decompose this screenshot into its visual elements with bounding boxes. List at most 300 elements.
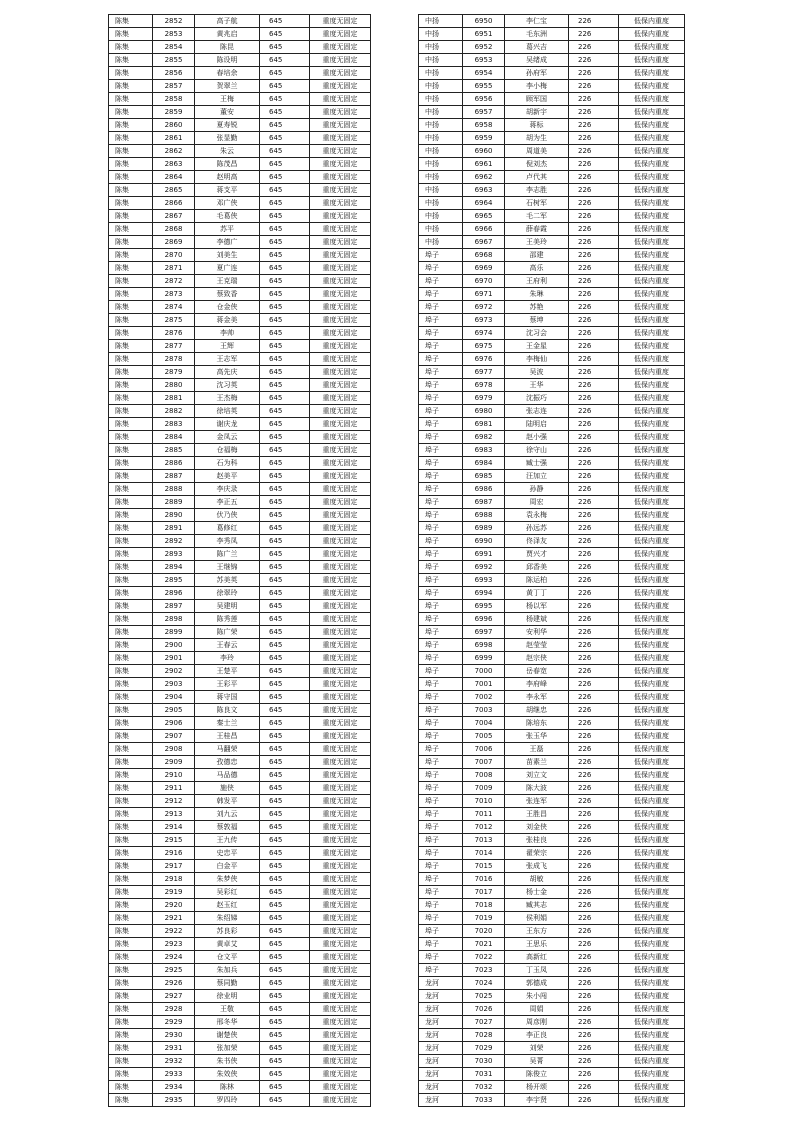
name-cell: 王东方 <box>505 925 569 938</box>
category-cell: 低保内重度 <box>619 561 685 574</box>
category-cell: 低保内重度 <box>619 860 685 873</box>
table-row <box>109 41 371 54</box>
name-cell: 李德广 <box>195 236 260 249</box>
serial-number-cell: 6993 <box>463 574 505 587</box>
serial-number-cell: 7024 <box>463 977 505 990</box>
name-cell: 陈运柏 <box>505 574 569 587</box>
serial-number-cell: 6969 <box>463 262 505 275</box>
serial-number-cell: 2919 <box>153 886 195 899</box>
town-cell: 陈集 <box>109 561 153 574</box>
category-cell: 重度无固定 <box>310 977 371 990</box>
table-row <box>419 847 685 860</box>
amount-cell: 645 <box>260 639 310 652</box>
amount-cell: 645 <box>260 795 310 808</box>
category-cell: 低保内重度 <box>619 41 685 54</box>
serial-number-cell: 2927 <box>153 990 195 1003</box>
name-cell: 刘美生 <box>195 249 260 262</box>
category-cell: 低保内重度 <box>619 639 685 652</box>
name-cell: 黄丁丁 <box>505 587 569 600</box>
amount-cell: 645 <box>260 457 310 470</box>
left-roster-body <box>109 15 371 1107</box>
name-cell: 臧其志 <box>505 899 569 912</box>
name-cell: 陈设明 <box>195 54 260 67</box>
serial-number-cell: 6968 <box>463 249 505 262</box>
name-cell: 吴菁 <box>505 1055 569 1068</box>
name-cell: 侯利娟 <box>505 912 569 925</box>
serial-number-cell: 7021 <box>463 938 505 951</box>
category-cell: 重度无固定 <box>310 1029 371 1042</box>
category-cell: 低保内重度 <box>619 184 685 197</box>
category-cell: 重度无固定 <box>310 769 371 782</box>
category-cell: 低保内重度 <box>619 145 685 158</box>
town-cell: 陈集 <box>109 587 153 600</box>
town-cell: 陈集 <box>109 483 153 496</box>
category-cell: 重度无固定 <box>310 67 371 80</box>
name-cell: 赵莹莹 <box>505 639 569 652</box>
table-row <box>109 626 371 639</box>
town-cell: 陈集 <box>109 288 153 301</box>
amount-cell: 645 <box>260 223 310 236</box>
town-cell: 中扬 <box>419 132 463 145</box>
amount-cell: 226 <box>569 925 619 938</box>
category-cell: 重度无固定 <box>310 15 371 28</box>
serial-number-cell: 6950 <box>463 15 505 28</box>
category-cell: 重度无固定 <box>310 28 371 41</box>
table-row <box>109 28 371 41</box>
serial-number-cell: 2856 <box>153 67 195 80</box>
name-cell: 陈广兰 <box>195 548 260 561</box>
serial-number-cell: 2914 <box>153 821 195 834</box>
serial-number-cell: 2880 <box>153 379 195 392</box>
category-cell: 低保内重度 <box>619 535 685 548</box>
serial-number-cell: 6977 <box>463 366 505 379</box>
category-cell: 低保内重度 <box>619 119 685 132</box>
town-cell: 埠子 <box>419 548 463 561</box>
name-cell: 黄兆启 <box>195 28 260 41</box>
serial-number-cell: 2895 <box>153 574 195 587</box>
name-cell: 郭德成 <box>505 977 569 990</box>
town-cell: 中扬 <box>419 28 463 41</box>
category-cell: 重度无固定 <box>310 1003 371 1016</box>
amount-cell: 645 <box>260 652 310 665</box>
category-cell: 重度无固定 <box>310 1081 371 1094</box>
name-cell: 石为科 <box>195 457 260 470</box>
town-cell: 埠子 <box>419 301 463 314</box>
category-cell: 重度无固定 <box>310 847 371 860</box>
name-cell: 吴波 <box>505 366 569 379</box>
table-row <box>419 197 685 210</box>
name-cell: 杨建斌 <box>505 613 569 626</box>
table-row <box>419 509 685 522</box>
category-cell: 低保内重度 <box>619 652 685 665</box>
table-row <box>109 431 371 444</box>
table-row <box>419 1081 685 1094</box>
town-cell: 陈集 <box>109 821 153 834</box>
town-cell: 龙河 <box>419 1016 463 1029</box>
category-cell: 低保内重度 <box>619 249 685 262</box>
name-cell: 吴绪成 <box>505 54 569 67</box>
amount-cell: 226 <box>569 93 619 106</box>
amount-cell: 226 <box>569 756 619 769</box>
name-cell: 陈秀莲 <box>195 613 260 626</box>
name-cell: 葛修红 <box>195 522 260 535</box>
name-cell: 顾军国 <box>505 93 569 106</box>
table-row <box>419 340 685 353</box>
name-cell: 刘九云 <box>195 808 260 821</box>
amount-cell: 645 <box>260 808 310 821</box>
name-cell: 陈培东 <box>505 717 569 730</box>
amount-cell: 645 <box>260 275 310 288</box>
serial-number-cell: 6953 <box>463 54 505 67</box>
name-cell: 丁玉凤 <box>505 964 569 977</box>
category-cell: 重度无固定 <box>310 483 371 496</box>
category-cell: 低保内重度 <box>619 327 685 340</box>
name-cell: 臧士强 <box>505 457 569 470</box>
town-cell: 陈集 <box>109 262 153 275</box>
category-cell: 低保内重度 <box>619 457 685 470</box>
table-row <box>109 301 371 314</box>
amount-cell: 645 <box>260 756 310 769</box>
category-cell: 重度无固定 <box>310 470 371 483</box>
name-cell: 施侠 <box>195 782 260 795</box>
town-cell: 埠子 <box>419 639 463 652</box>
category-cell: 重度无固定 <box>310 249 371 262</box>
amount-cell: 226 <box>569 951 619 964</box>
town-cell: 中扬 <box>419 184 463 197</box>
table-row <box>419 210 685 223</box>
amount-cell: 226 <box>569 652 619 665</box>
name-cell: 孙远苏 <box>505 522 569 535</box>
category-cell: 重度无固定 <box>310 119 371 132</box>
name-cell: 王继锦 <box>195 561 260 574</box>
town-cell: 陈集 <box>109 106 153 119</box>
amount-cell: 226 <box>569 41 619 54</box>
table-row <box>109 509 371 522</box>
town-cell: 陈集 <box>109 197 153 210</box>
town-cell: 埠子 <box>419 522 463 535</box>
table-row <box>419 808 685 821</box>
serial-number-cell: 7001 <box>463 678 505 691</box>
serial-number-cell: 6992 <box>463 561 505 574</box>
town-cell: 陈集 <box>109 509 153 522</box>
amount-cell: 226 <box>569 899 619 912</box>
category-cell: 低保内重度 <box>619 730 685 743</box>
amount-cell: 226 <box>569 132 619 145</box>
table-row <box>109 1016 371 1029</box>
name-cell: 毛二军 <box>505 210 569 223</box>
serial-number-cell: 2900 <box>153 639 195 652</box>
serial-number-cell: 6996 <box>463 613 505 626</box>
serial-number-cell: 6999 <box>463 652 505 665</box>
town-cell: 陈集 <box>109 951 153 964</box>
table-row <box>109 743 371 756</box>
amount-cell: 226 <box>569 1042 619 1055</box>
amount-cell: 645 <box>260 28 310 41</box>
name-cell: 张桂良 <box>505 834 569 847</box>
amount-cell: 226 <box>569 873 619 886</box>
amount-cell: 645 <box>260 418 310 431</box>
table-row <box>109 912 371 925</box>
category-cell: 重度无固定 <box>310 210 371 223</box>
amount-cell: 645 <box>260 535 310 548</box>
table-row <box>109 496 371 509</box>
town-cell: 龙河 <box>419 977 463 990</box>
table-row <box>109 925 371 938</box>
town-cell: 埠子 <box>419 626 463 639</box>
table-row <box>109 1003 371 1016</box>
category-cell: 低保内重度 <box>619 171 685 184</box>
town-cell: 陈集 <box>109 535 153 548</box>
town-cell: 陈集 <box>109 80 153 93</box>
category-cell: 低保内重度 <box>619 15 685 28</box>
name-cell: 夏寿锐 <box>195 119 260 132</box>
amount-cell: 226 <box>569 626 619 639</box>
town-cell: 龙河 <box>419 1081 463 1094</box>
table-row <box>419 483 685 496</box>
serial-number-cell: 6970 <box>463 275 505 288</box>
category-cell: 重度无固定 <box>310 782 371 795</box>
serial-number-cell: 6967 <box>463 236 505 249</box>
amount-cell: 226 <box>569 847 619 860</box>
amount-cell: 645 <box>260 522 310 535</box>
town-cell: 陈集 <box>109 405 153 418</box>
table-row <box>419 314 685 327</box>
town-cell: 陈集 <box>109 1016 153 1029</box>
town-cell: 埠子 <box>419 613 463 626</box>
serial-number-cell: 2881 <box>153 392 195 405</box>
amount-cell: 226 <box>569 574 619 587</box>
serial-number-cell: 7000 <box>463 665 505 678</box>
town-cell: 埠子 <box>419 912 463 925</box>
table-row <box>419 912 685 925</box>
town-cell: 陈集 <box>109 925 153 938</box>
table-row <box>109 704 371 717</box>
serial-number-cell: 2870 <box>153 249 195 262</box>
table-row <box>109 15 371 28</box>
table-row <box>109 1068 371 1081</box>
table-row <box>109 821 371 834</box>
name-cell: 黄卓艾 <box>195 938 260 951</box>
amount-cell: 226 <box>569 15 619 28</box>
amount-cell: 645 <box>260 67 310 80</box>
category-cell: 重度无固定 <box>310 197 371 210</box>
amount-cell: 645 <box>260 288 310 301</box>
town-cell: 陈集 <box>109 886 153 899</box>
serial-number-cell: 2922 <box>153 925 195 938</box>
category-cell: 重度无固定 <box>310 795 371 808</box>
table-row <box>419 158 685 171</box>
name-cell: 胡敏 <box>505 873 569 886</box>
name-cell: 李小梅 <box>505 80 569 93</box>
name-cell: 苏美英 <box>195 574 260 587</box>
serial-number-cell: 2925 <box>153 964 195 977</box>
category-cell: 重度无固定 <box>310 392 371 405</box>
serial-number-cell: 7020 <box>463 925 505 938</box>
table-row <box>419 1094 685 1107</box>
town-cell: 陈集 <box>109 977 153 990</box>
town-cell: 陈集 <box>109 327 153 340</box>
amount-cell: 226 <box>569 223 619 236</box>
amount-cell: 226 <box>569 1068 619 1081</box>
town-cell: 陈集 <box>109 431 153 444</box>
category-cell: 重度无固定 <box>310 145 371 158</box>
table-row <box>109 275 371 288</box>
town-cell: 陈集 <box>109 574 153 587</box>
category-cell: 重度无固定 <box>310 600 371 613</box>
amount-cell: 645 <box>260 210 310 223</box>
amount-cell: 226 <box>569 1094 619 1107</box>
name-cell: 伏乃侠 <box>195 509 260 522</box>
table-row <box>109 457 371 470</box>
table-row <box>109 405 371 418</box>
amount-cell: 226 <box>569 158 619 171</box>
table-row <box>419 301 685 314</box>
amount-cell: 645 <box>260 145 310 158</box>
name-cell: 贾兴才 <box>505 548 569 561</box>
amount-cell: 645 <box>260 470 310 483</box>
name-cell: 陈广荣 <box>195 626 260 639</box>
amount-cell: 645 <box>260 977 310 990</box>
town-cell: 陈集 <box>109 314 153 327</box>
category-cell: 低保内重度 <box>619 470 685 483</box>
town-cell: 陈集 <box>109 275 153 288</box>
category-cell: 重度无固定 <box>310 639 371 652</box>
serial-number-cell: 7029 <box>463 1042 505 1055</box>
table-row <box>109 1055 371 1068</box>
table-row <box>109 639 371 652</box>
town-cell: 埠子 <box>419 574 463 587</box>
amount-cell: 645 <box>260 899 310 912</box>
table-row <box>419 561 685 574</box>
name-cell: 沈振巧 <box>505 392 569 405</box>
town-cell: 中扬 <box>419 119 463 132</box>
serial-number-cell: 2876 <box>153 327 195 340</box>
table-row <box>109 132 371 145</box>
amount-cell: 645 <box>260 1016 310 1029</box>
amount-cell: 226 <box>569 288 619 301</box>
name-cell: 胡为生 <box>505 132 569 145</box>
town-cell: 龙河 <box>419 1055 463 1068</box>
name-cell: 陈俊立 <box>505 1068 569 1081</box>
table-row <box>419 249 685 262</box>
town-cell: 中扬 <box>419 236 463 249</box>
amount-cell: 645 <box>260 119 310 132</box>
table-row <box>419 1029 685 1042</box>
amount-cell: 226 <box>569 353 619 366</box>
amount-cell: 226 <box>569 782 619 795</box>
name-cell: 秦士兰 <box>195 717 260 730</box>
category-cell: 低保内重度 <box>619 756 685 769</box>
serial-number-cell: 2920 <box>153 899 195 912</box>
name-cell: 王彩平 <box>195 678 260 691</box>
name-cell: 高新红 <box>505 951 569 964</box>
category-cell: 重度无固定 <box>310 691 371 704</box>
town-cell: 埠子 <box>419 795 463 808</box>
name-cell: 张成飞 <box>505 860 569 873</box>
name-cell: 张连军 <box>505 795 569 808</box>
amount-cell: 226 <box>569 327 619 340</box>
town-cell: 陈集 <box>109 366 153 379</box>
category-cell: 低保内重度 <box>619 288 685 301</box>
table-row <box>419 41 685 54</box>
town-cell: 陈集 <box>109 730 153 743</box>
amount-cell: 645 <box>260 509 310 522</box>
name-cell: 韩发平 <box>195 795 260 808</box>
name-cell: 蒋守国 <box>195 691 260 704</box>
table-row <box>109 535 371 548</box>
category-cell: 重度无固定 <box>310 379 371 392</box>
serial-number-cell: 2926 <box>153 977 195 990</box>
category-cell: 低保内重度 <box>619 847 685 860</box>
town-cell: 埠子 <box>419 899 463 912</box>
table-row <box>109 860 371 873</box>
serial-number-cell: 2899 <box>153 626 195 639</box>
serial-number-cell: 6972 <box>463 301 505 314</box>
amount-cell: 645 <box>260 431 310 444</box>
category-cell: 低保内重度 <box>619 678 685 691</box>
name-cell: 苏良彩 <box>195 925 260 938</box>
serial-number-cell: 2907 <box>153 730 195 743</box>
name-cell: 刘荣 <box>505 1042 569 1055</box>
category-cell: 低保内重度 <box>619 431 685 444</box>
name-cell: 刘立文 <box>505 769 569 782</box>
serial-number-cell: 7033 <box>463 1094 505 1107</box>
category-cell: 低保内重度 <box>619 158 685 171</box>
table-row <box>109 1029 371 1042</box>
serial-number-cell: 2862 <box>153 145 195 158</box>
name-cell: 李帅 <box>195 327 260 340</box>
serial-number-cell: 2923 <box>153 938 195 951</box>
table-row <box>109 613 371 626</box>
serial-number-cell: 6975 <box>463 340 505 353</box>
table-row <box>419 457 685 470</box>
category-cell: 低保内重度 <box>619 1055 685 1068</box>
table-row <box>109 548 371 561</box>
amount-cell: 645 <box>260 587 310 600</box>
serial-number-cell: 2875 <box>153 314 195 327</box>
serial-number-cell: 2928 <box>153 1003 195 1016</box>
category-cell: 重度无固定 <box>310 938 371 951</box>
town-cell: 陈集 <box>109 379 153 392</box>
table-row <box>109 93 371 106</box>
name-cell: 邱香美 <box>505 561 569 574</box>
category-cell: 重度无固定 <box>310 535 371 548</box>
town-cell: 埠子 <box>419 691 463 704</box>
town-cell: 陈集 <box>109 470 153 483</box>
amount-cell: 645 <box>260 171 310 184</box>
name-cell: 王美玲 <box>505 236 569 249</box>
amount-cell: 226 <box>569 184 619 197</box>
name-cell: 朱梦侠 <box>195 873 260 886</box>
category-cell: 重度无固定 <box>310 340 371 353</box>
table-row <box>109 145 371 158</box>
serial-number-cell: 7026 <box>463 1003 505 1016</box>
table-row <box>419 496 685 509</box>
town-cell: 陈集 <box>109 392 153 405</box>
table-row <box>419 119 685 132</box>
serial-number-cell: 2867 <box>153 210 195 223</box>
serial-number-cell: 2924 <box>153 951 195 964</box>
name-cell: 李秀凤 <box>195 535 260 548</box>
town-cell: 埠子 <box>419 886 463 899</box>
town-cell: 埠子 <box>419 262 463 275</box>
category-cell: 重度无固定 <box>310 613 371 626</box>
serial-number-cell: 2901 <box>153 652 195 665</box>
town-cell: 陈集 <box>109 145 153 158</box>
amount-cell: 645 <box>260 821 310 834</box>
town-cell: 陈集 <box>109 1094 153 1107</box>
town-cell: 埠子 <box>419 275 463 288</box>
